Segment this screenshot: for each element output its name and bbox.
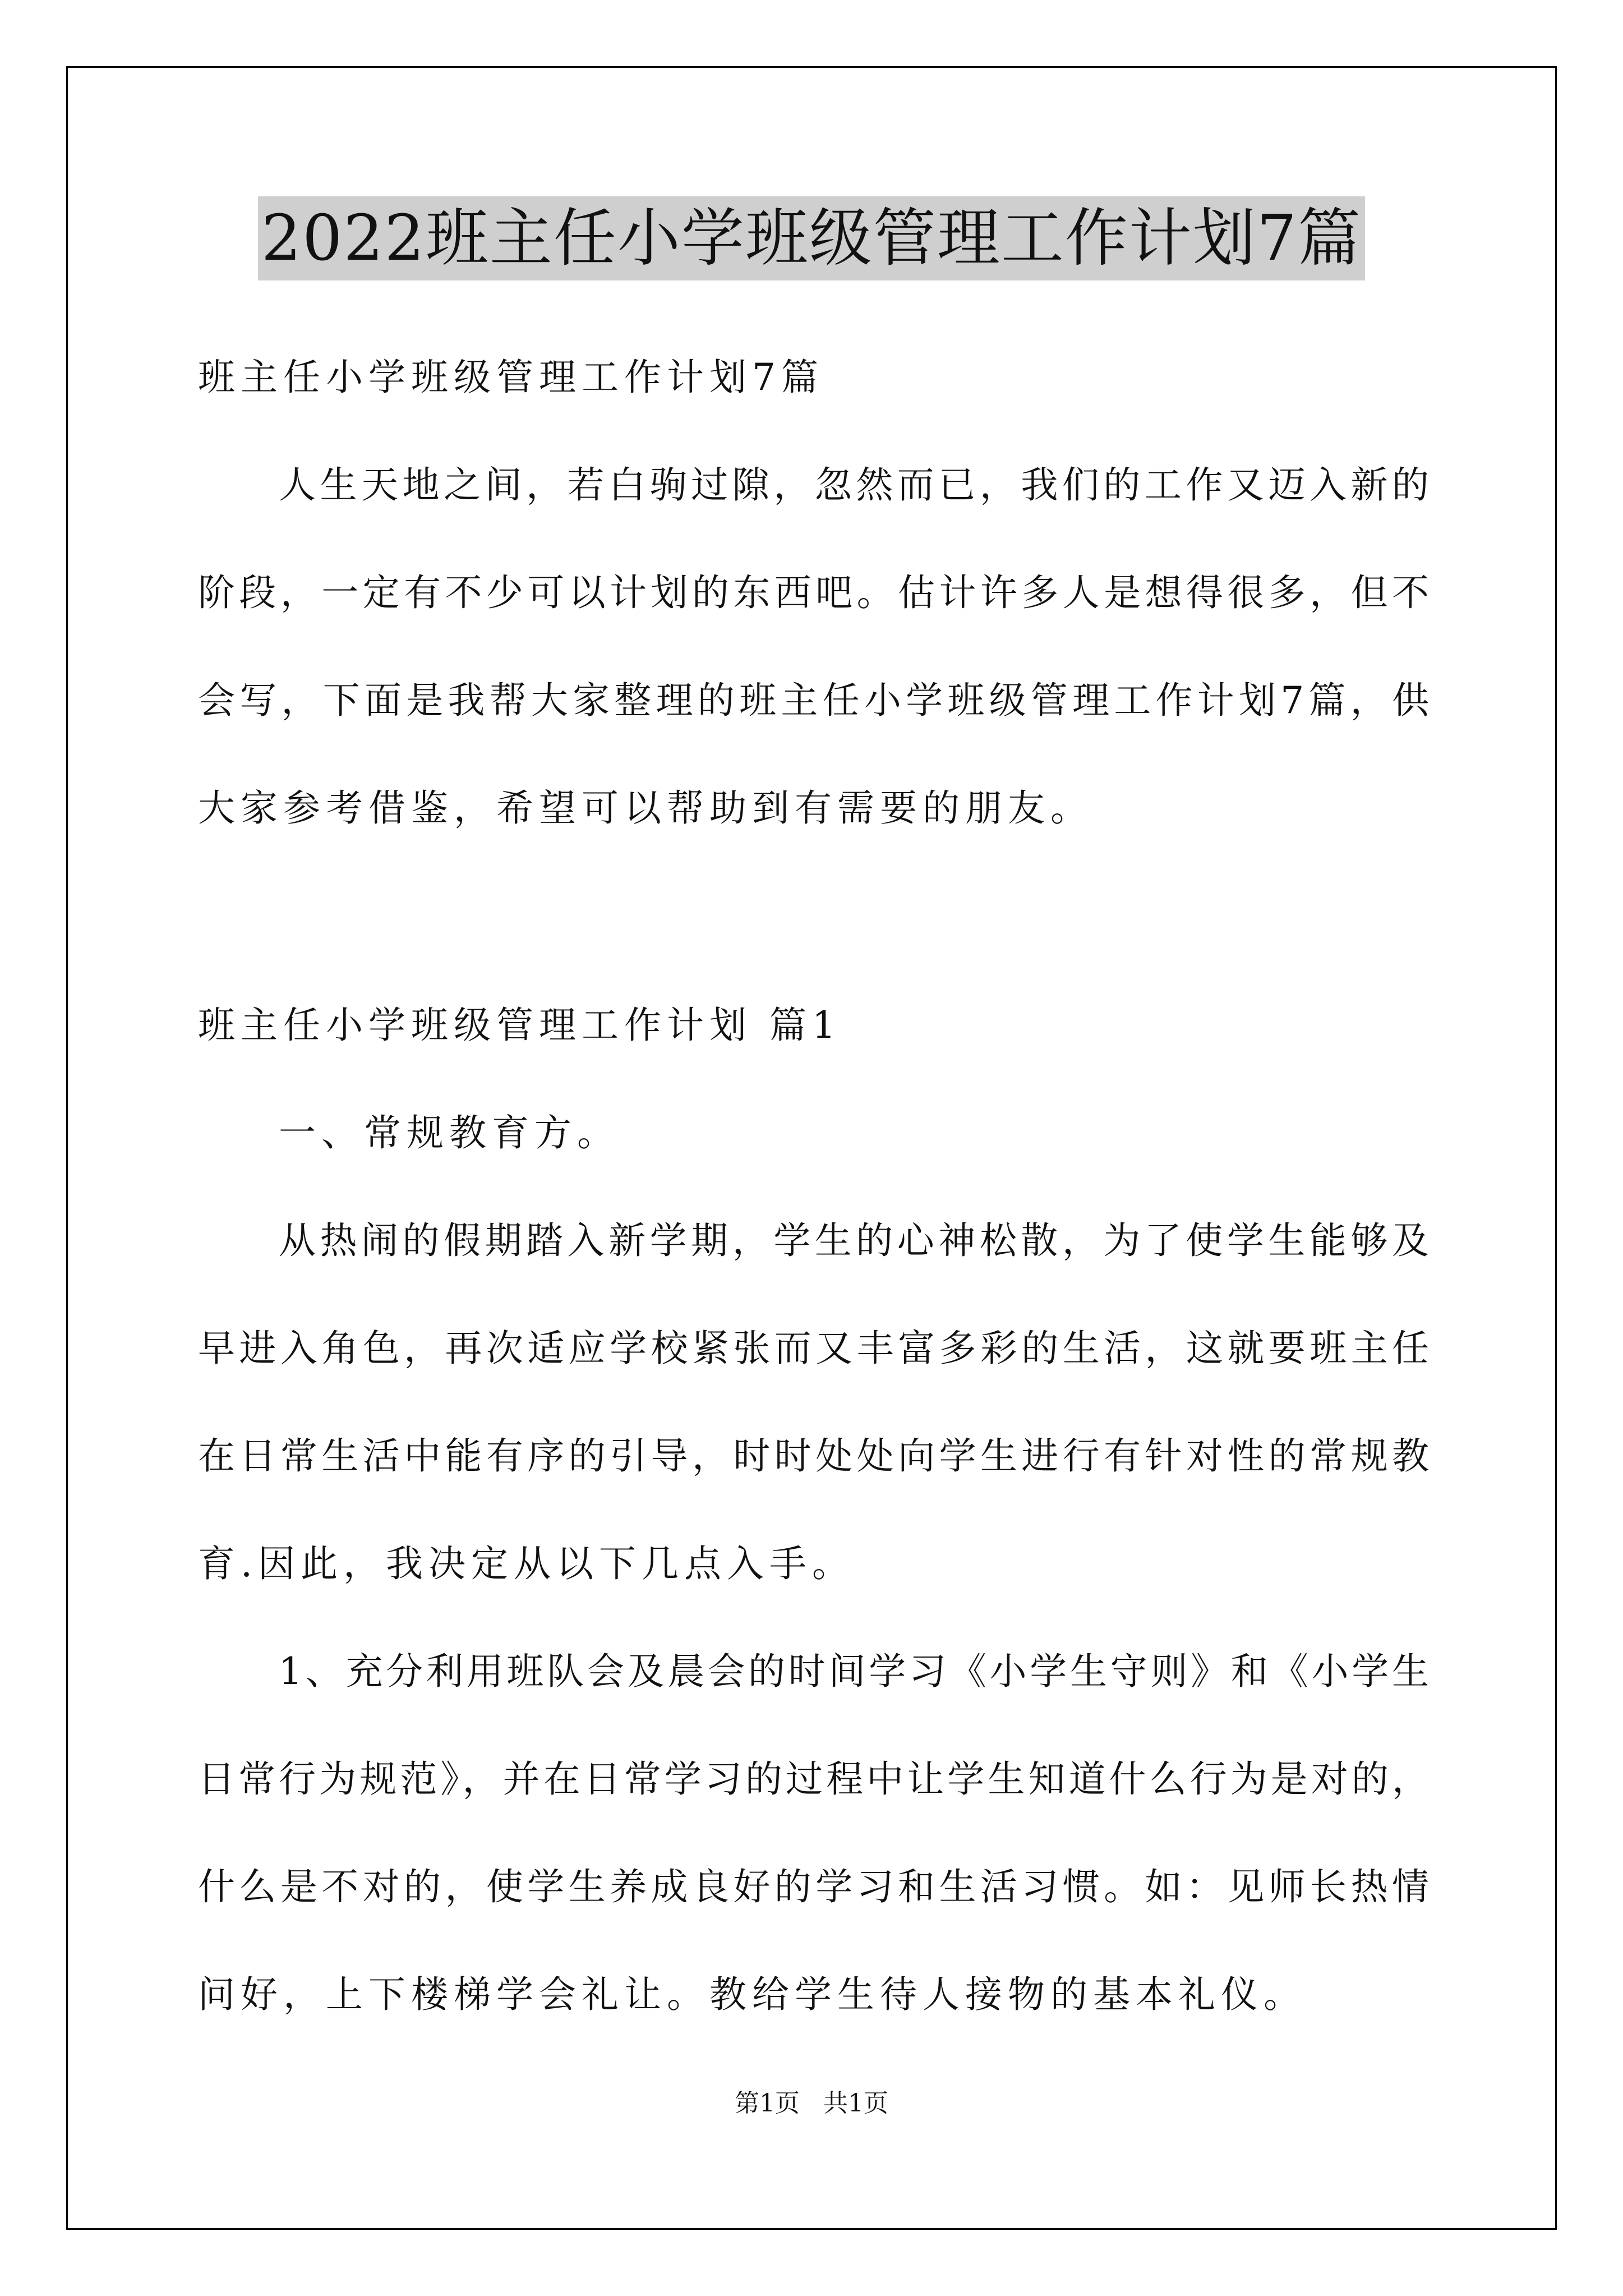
para1-line-1: 从热闹的假期踏入新学期，学生的心神松散，为了使学生能够及 [279,1219,1429,1262]
page-footer: 第1页 共1页 [735,2089,888,2118]
para2-line-4: 问好，上下楼梯学会礼让。教给学生待人接物的基本礼仪。 [198,1973,1306,2016]
title-block [0,196,1623,280]
para2-line-3: 什么是不对的，使学生养成良好的学习和生活习惯。如：见师长热情 [198,1865,1429,1908]
para2-line-1: 1、充分利用班队会及晨会的时间学习《小学生守则》和《小学生 [279,1650,1429,1693]
para1-line-2: 早进入角色，再次适应学校紧张而又丰富多彩的生活，这就要班主任 [198,1327,1429,1370]
intro-line-3: 会写，下面是我帮大家整理的班主任小学班级管理工作计划7篇，供 [198,679,1429,722]
para1-line-3: 在日常生活中能有序的引导，时时处处向学生进行有针对性的常规教 [198,1434,1429,1478]
intro-line-2: 阶段，一定有不少可以计划的东西吧。估计许多人是想得很多，但不 [198,571,1429,614]
document-title: 2022班主任小学班级管理工作计划7篇 [258,196,1365,280]
section-heading: 班主任小学班级管理工作计划 篇1 [198,1004,841,1047]
intro-line-4: 大家参考借鉴，希望可以帮助到有需要的朋友。 [198,786,1093,830]
intro-line-1: 人生天地之间，若白驹过隙，忽然而已，我们的工作又迈入新的 [279,463,1429,507]
para2-line-2: 日常行为规范》，并在日常学习的过程中让学生知道什么行为是对的， [198,1757,1429,1801]
document-subtitle: 班主任小学班级管理工作计划7篇 [198,356,824,399]
point-heading: 一、常规教育方。 [279,1111,620,1154]
para1-line-4: 育.因此，我决定从以下几点入手。 [198,1542,855,1585]
